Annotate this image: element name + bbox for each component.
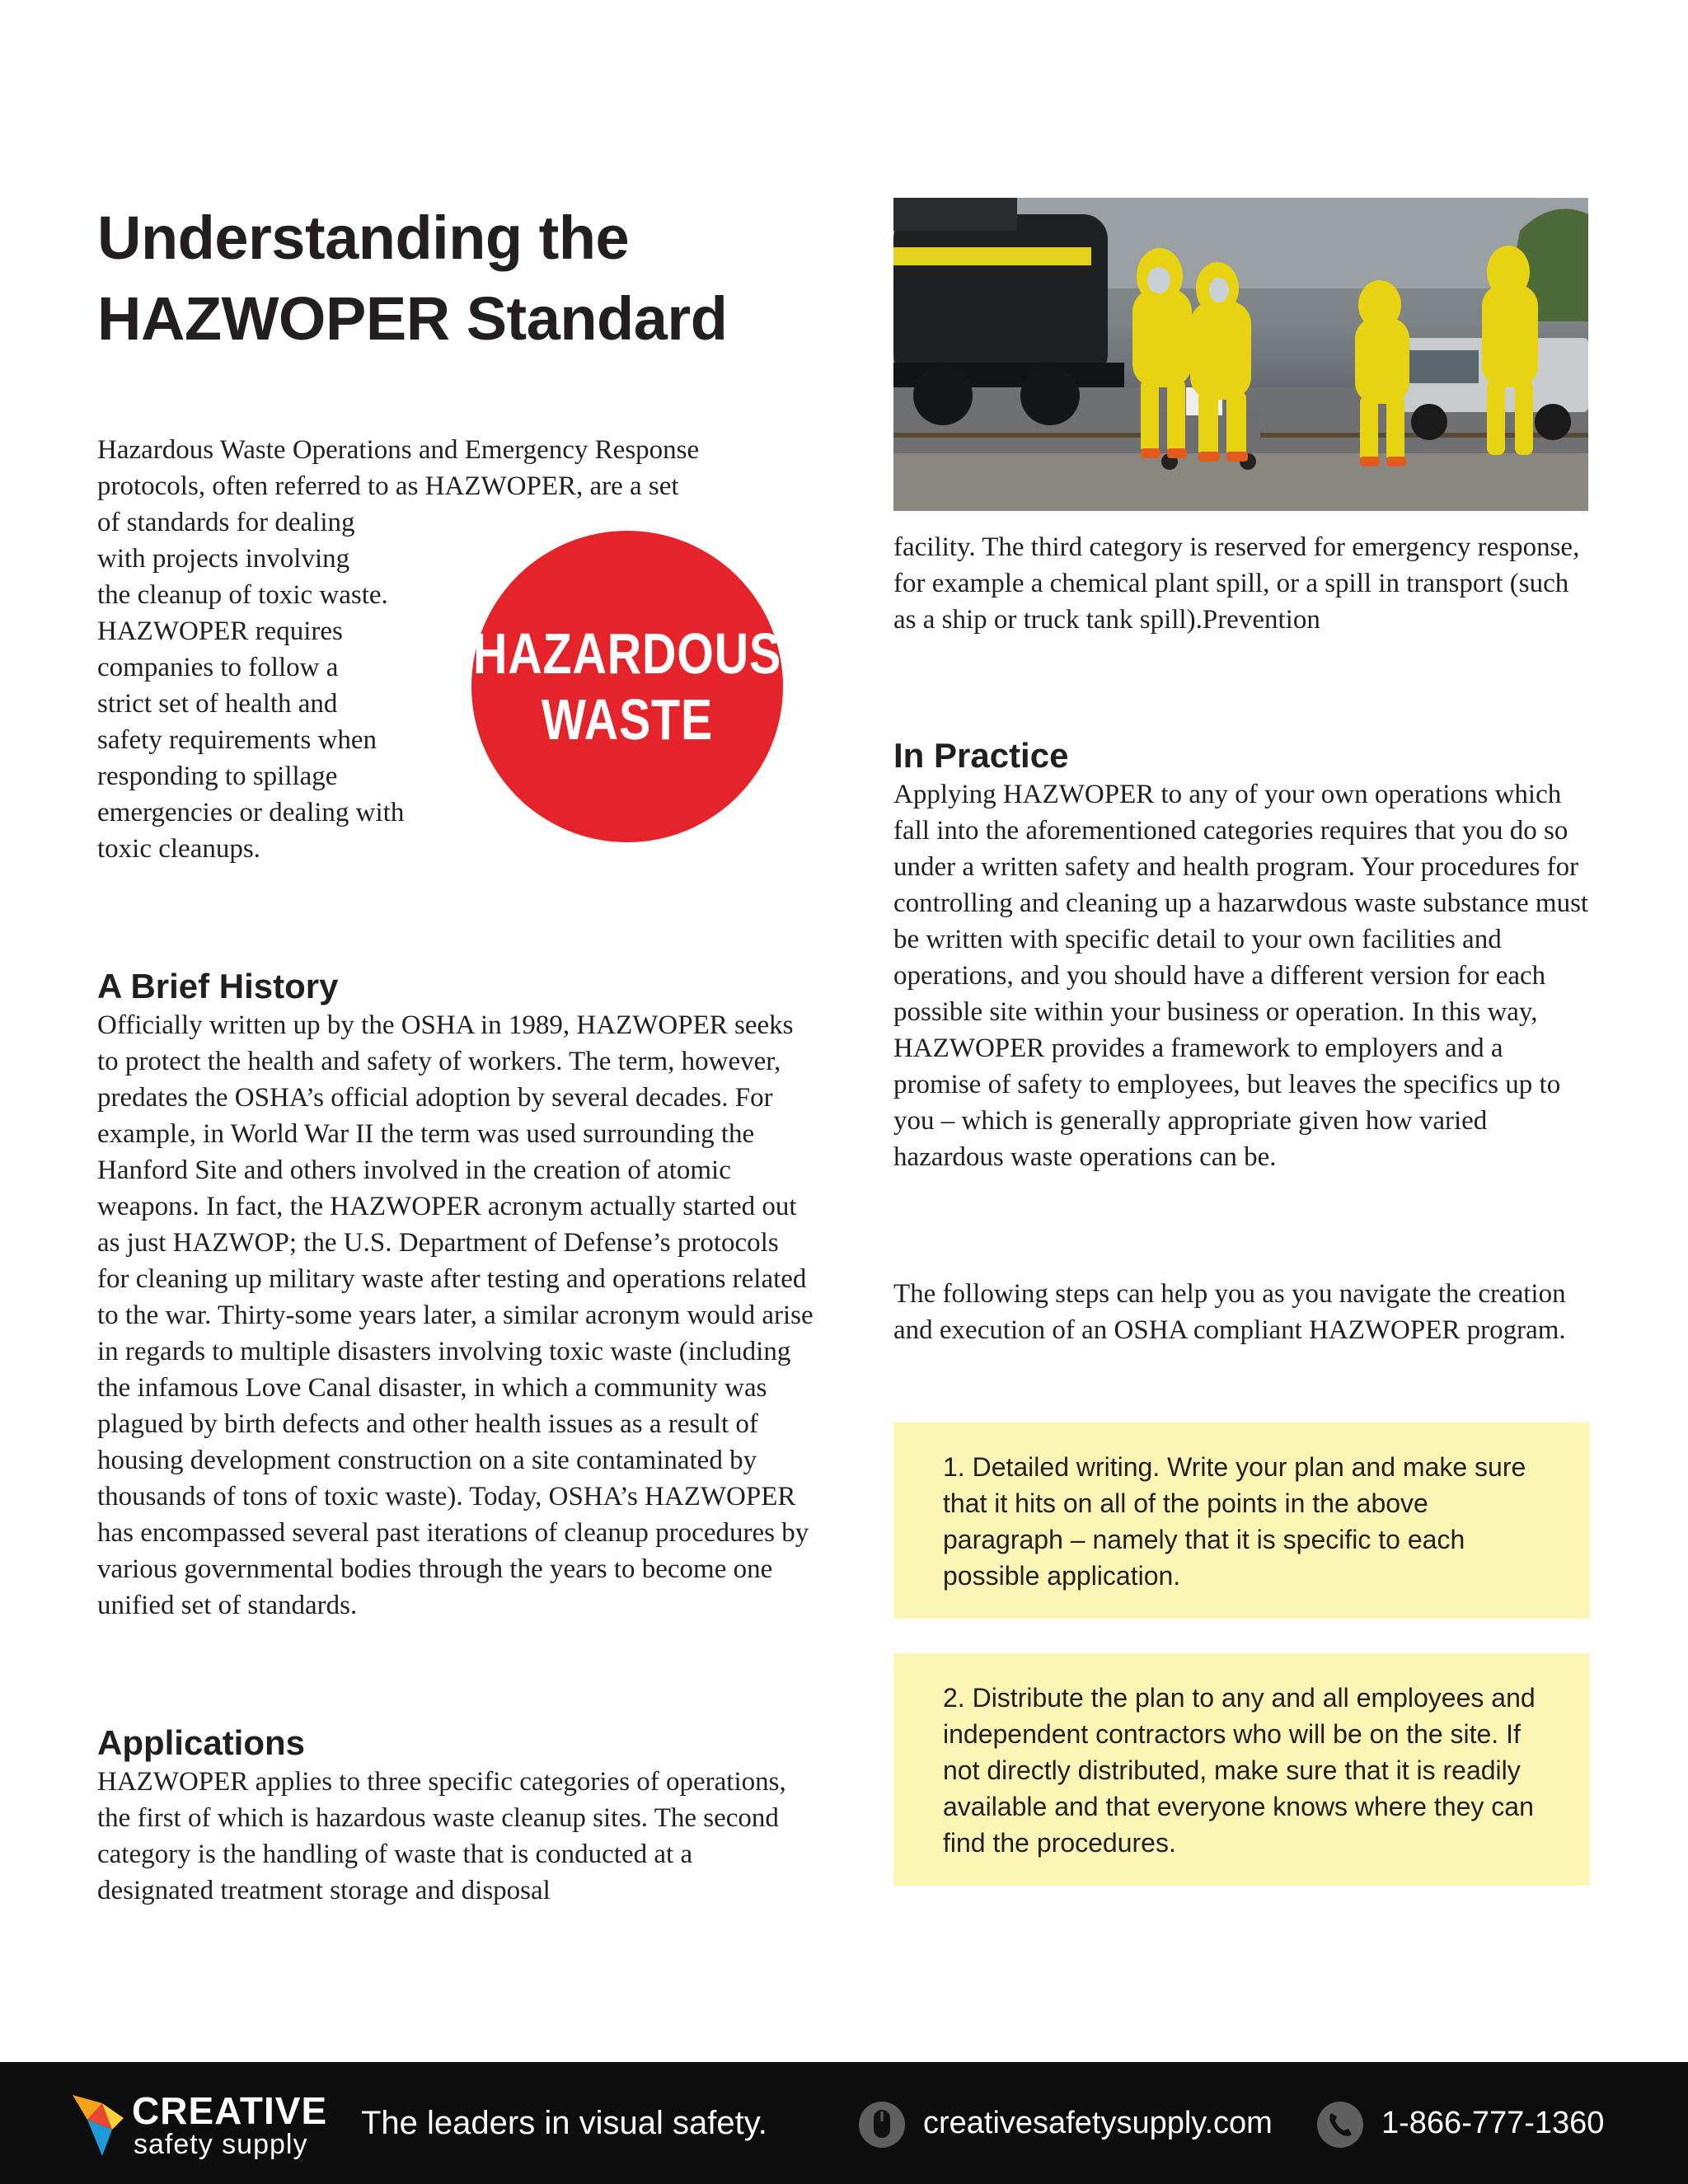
steps-intro-paragraph: The following steps can help you as you navigate the creation and execution of an OSHA compliant HAZWOPER program. bbox=[893, 1279, 1566, 1345]
applications-continued-paragraph: facility. The third category is reserved for emergency response, for example a chemical plant spill, or a spill in transport (such as a ship or truck tank spill).Prevention bbox=[893, 532, 1580, 635]
page-title bbox=[97, 198, 814, 359]
applications-heading: Applications bbox=[97, 1723, 306, 1762]
step-text: 1. Detailed writing. Write your plan and make sure that it hits on all of the points in the above paragraph – namely that it is specific to each possible application. bbox=[943, 1452, 1526, 1591]
intro-line: safety requirements when bbox=[97, 725, 377, 755]
footer-bar bbox=[0, 2062, 1688, 2184]
intro-line: of standards for dealing bbox=[97, 508, 355, 537]
step-callout bbox=[893, 1653, 1590, 1886]
intro-line: companies to follow a bbox=[97, 653, 339, 682]
practice-paragraph: Applying HAZWOPER to any of your own operations which fall into the aforementioned categories requires that you do so under a written safety and health program. Your procedures for controlling and cleaning up a hazarwdous waste substance must be written with specific detail to your own facilities and operations, and you should have a different version for each possible site within your business or operation. In this way, HAZWOPER provides a framework to employers and a promise of safety to employees, but leaves the specifics up to you – which is generally appropriate given how varied hazardous waste operations can be. bbox=[893, 780, 1589, 1172]
practice-heading: In Practice bbox=[893, 736, 1069, 775]
intro-line: responding to spillage bbox=[97, 762, 338, 791]
title-line-1: Understanding the bbox=[97, 204, 630, 272]
phone-number[interactable]: 1-866-777-1360 bbox=[1381, 2106, 1605, 2140]
badge-line-2: WASTE bbox=[541, 687, 714, 752]
footer-tagline: The leaders in visual safety. bbox=[361, 2105, 767, 2141]
history-heading: A Brief History bbox=[97, 967, 339, 1005]
step-text: 2. Distribute the plan to any and all employees and independent contractors who will be on the site. If not directly distributed, make sure that it is readily available and that everyone knows where they can find the procedures. bbox=[943, 1683, 1536, 1858]
phone-icon bbox=[1317, 2102, 1363, 2148]
brand-name: CREATIVE bbox=[132, 2089, 328, 2132]
intro-line: emergencies or dealing with bbox=[97, 798, 405, 827]
intro-line: the cleanup of toxic waste. bbox=[97, 580, 388, 610]
intro-section bbox=[97, 432, 814, 867]
intro-line: protocols, often referred to as HAZWOPER, are a set bbox=[97, 471, 679, 501]
hazmat-photo-illustration bbox=[893, 198, 1588, 511]
website-link[interactable]: creativesafetysupply.com bbox=[923, 2106, 1273, 2140]
left-column bbox=[97, 183, 814, 1909]
intro-line: Hazardous Waste Operations and Emergency Response bbox=[97, 435, 700, 465]
intro-line: with projects involving bbox=[97, 544, 350, 574]
brand-logo-icon bbox=[69, 2087, 127, 2158]
practice-section bbox=[893, 735, 1590, 1175]
applications-section bbox=[97, 1722, 814, 1909]
hazardous-waste-badge bbox=[471, 531, 783, 842]
hazmat-team-photo bbox=[893, 198, 1588, 511]
title-line-2: HAZWOPER Standard bbox=[97, 284, 728, 353]
step-callout bbox=[893, 1422, 1590, 1619]
right-column bbox=[893, 198, 1590, 1886]
history-paragraph: Officially written up by the OSHA in 1989, HAZWOPER seeks to protect the health and safety of workers. The term, however, predates the OSHA’s official adoption by several decades. For example, in World War II the term was used surrounding the Hanford Site and others involved in the creation of atomic weapons. In fact, the HAZWOPER acronym actually started out as just HAZWOP; the U.S. Department of Defense’s protocols for cleaning up military waste after testing and operations related to the war. Thirty-some years later, a similar acronym would arise in regards to multiple disasters involving toxic waste (including the infamous Love Canal disaster, in which a community was plagued by birth defects and other health issues as a result of housing development construction on a site contaminated by thousands of tons of toxic waste). Today, OSHA’s HAZWOPER has encompassed several past iterations of cleanup procedures by various governmental bodies through the years to become one unified set of standards. bbox=[97, 1010, 814, 1620]
intro-line: toxic cleanups. bbox=[97, 834, 260, 864]
history-section bbox=[97, 966, 814, 1624]
intro-line: HAZWOPER requires bbox=[97, 616, 343, 646]
mouse-icon bbox=[859, 2102, 905, 2148]
brand-subname: safety supply bbox=[134, 2129, 308, 2160]
applications-paragraph: HAZWOPER applies to three specific categories of operations, the first of which is hazardous waste cleanup sites. The second category is the handling of waste that is conducted at a designated treatment storage and disposal bbox=[97, 1767, 786, 1905]
badge-line-1: HAZARDOUS bbox=[472, 621, 782, 686]
intro-line: strict set of health and bbox=[97, 689, 338, 719]
